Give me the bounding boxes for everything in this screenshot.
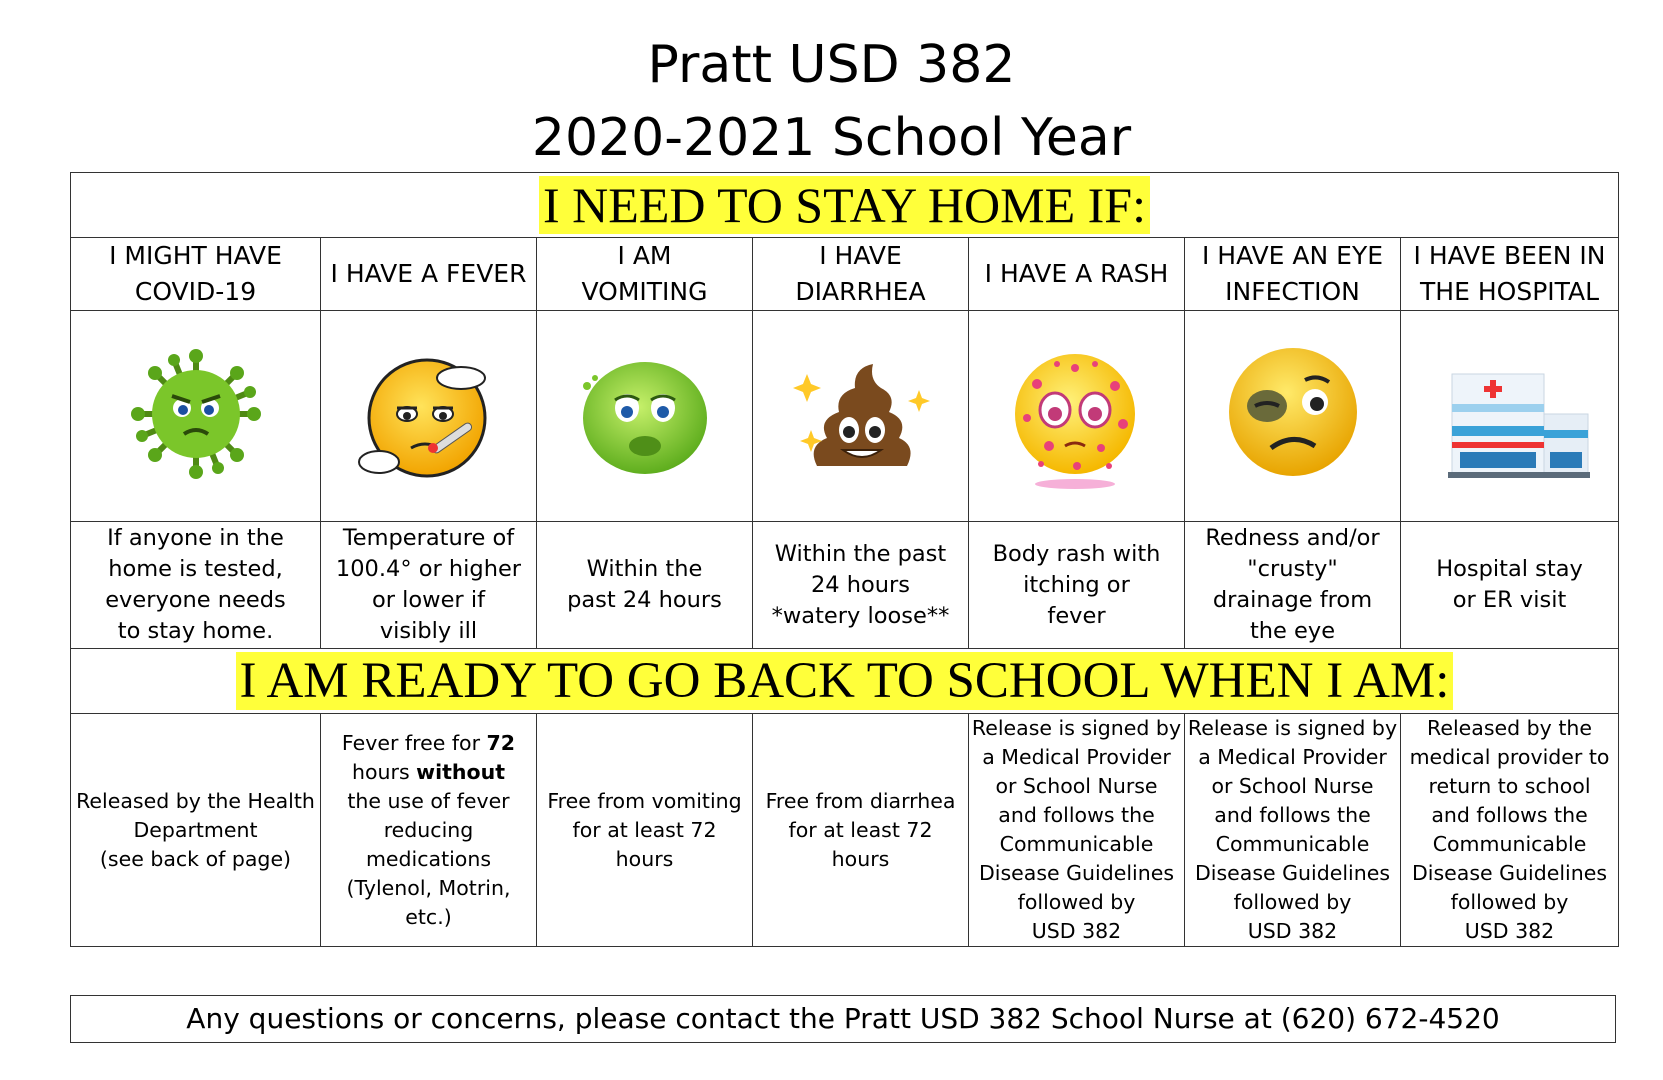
school-year: 2020-2021 School Year	[531, 108, 1132, 168]
guidelines-table	[70, 172, 1619, 947]
fever-without: without	[416, 759, 505, 784]
criteria-line: USD 382	[1247, 919, 1338, 943]
criteria-line: Release is signed by	[1187, 716, 1398, 740]
fever-hours: 72	[486, 730, 516, 755]
fever-text-1: Fever free for	[341, 730, 487, 755]
description-hospital: Hospital stay or ER visit	[1401, 522, 1619, 649]
return-banner: I AM READY TO GO BACK TO SCHOOL WHEN I AM:	[236, 652, 1454, 710]
criteria-line: or School Nurse	[1211, 774, 1374, 798]
criteria-line: followed by	[1017, 890, 1136, 914]
return-criteria-hospital	[1401, 714, 1619, 947]
contact-footer: Any questions or concerns, please contact the Pratt USD 382 School Nurse at (620) 672-4520	[70, 995, 1616, 1043]
column-header-covid: I MIGHT HAVE COVID-19	[71, 238, 321, 311]
image-cell-rash	[969, 311, 1185, 522]
column-header-diarrhea: I HAVE DIARRHEA	[753, 238, 969, 311]
criteria-line: Communicable	[1215, 832, 1370, 856]
return-criteria-vomiting	[537, 714, 753, 947]
criteria-line: Released by the	[1427, 716, 1592, 740]
document-title: Pratt USD 382	[647, 35, 1016, 95]
return-criteria-covid	[71, 714, 321, 947]
criteria-line: or School Nurse	[995, 774, 1158, 798]
stay-home-banner: I NEED TO STAY HOME IF:	[539, 176, 1150, 234]
criteria-line: Department	[133, 817, 258, 842]
image-cell-eye-infection	[1185, 311, 1401, 522]
image-cell-hospital	[1401, 311, 1619, 522]
criteria-line: for at least 72	[788, 817, 933, 842]
description-covid: If anyone in the home is tested, everyone needs to stay home.	[71, 522, 321, 649]
criteria-line: Released by the Health	[76, 788, 315, 813]
column-header-fever: I HAVE A FEVER	[321, 238, 537, 311]
return-criteria-eye-infection	[1185, 714, 1401, 947]
image-cell-vomiting	[537, 311, 753, 522]
virus-icon	[116, 334, 276, 494]
image-cell-diarrhea	[753, 311, 969, 522]
hospital-icon	[1430, 334, 1590, 494]
fever-face-icon	[349, 334, 509, 494]
criteria-line: return to school	[1428, 774, 1591, 798]
criteria-line: hours	[831, 846, 890, 871]
description-eye-infection: Redness and/or "crusty" drainage from the eye	[1185, 522, 1401, 649]
criteria-line: and follows the	[1214, 803, 1371, 827]
fever-text-2: hours	[352, 759, 417, 784]
criteria-line: hours	[615, 846, 674, 871]
return-criteria-fever	[321, 714, 537, 947]
criteria-line: for at least 72	[572, 817, 717, 842]
nauseated-face-icon	[565, 334, 725, 494]
column-header-eye-infection: I HAVE AN EYE INFECTION	[1185, 238, 1401, 311]
image-cell-covid	[71, 311, 321, 522]
criteria-line: medical provider to	[1409, 745, 1610, 769]
return-criteria-diarrhea	[753, 714, 969, 947]
criteria-line: Free from vomiting	[547, 788, 742, 813]
criteria-line: a Medical Provider	[982, 745, 1171, 769]
criteria-line: Communicable	[1432, 832, 1587, 856]
image-cell-fever	[321, 311, 537, 522]
black-eye-face-icon	[1213, 334, 1373, 494]
criteria-line: and follows the	[1431, 803, 1588, 827]
criteria-line: Disease Guidelines	[1194, 861, 1391, 885]
criteria-line: Disease Guidelines	[978, 861, 1175, 885]
column-header-rash: I HAVE A RASH	[969, 238, 1185, 311]
criteria-line: (see back of page)	[99, 846, 292, 871]
description-vomiting: Within the past 24 hours	[537, 522, 753, 649]
return-criteria-rash	[969, 714, 1185, 947]
column-header-hospital: I HAVE BEEN IN THE HOSPITAL	[1401, 238, 1619, 311]
description-rash: Body rash with itching or fever	[969, 522, 1185, 649]
criteria-line: and follows the	[998, 803, 1155, 827]
description-fever: Temperature of 100.4° or higher or lower if visibly ill	[321, 522, 537, 649]
return-banner-cell	[71, 649, 1619, 714]
stay-home-banner-cell	[71, 173, 1619, 238]
criteria-line: USD 382	[1031, 919, 1122, 943]
criteria-line: Disease Guidelines	[1412, 861, 1608, 885]
poop-icon	[781, 334, 941, 494]
fever-text-3: the use of fever reducing medications (Tylenol, Motrin, etc.)	[346, 788, 511, 929]
criteria-line: Free from diarrhea	[765, 788, 956, 813]
description-diarrhea: Within the past 24 hours *watery loose**	[753, 522, 969, 649]
rash-face-icon	[997, 334, 1157, 494]
column-header-vomiting: I AM VOMITING	[537, 238, 753, 311]
criteria-line: Release is signed by	[971, 716, 1182, 740]
criteria-line: followed by	[1450, 890, 1569, 914]
criteria-line: USD 382	[1464, 919, 1555, 943]
criteria-line: a Medical Provider	[1198, 745, 1387, 769]
criteria-line: Communicable	[999, 832, 1154, 856]
criteria-line: followed by	[1233, 890, 1352, 914]
